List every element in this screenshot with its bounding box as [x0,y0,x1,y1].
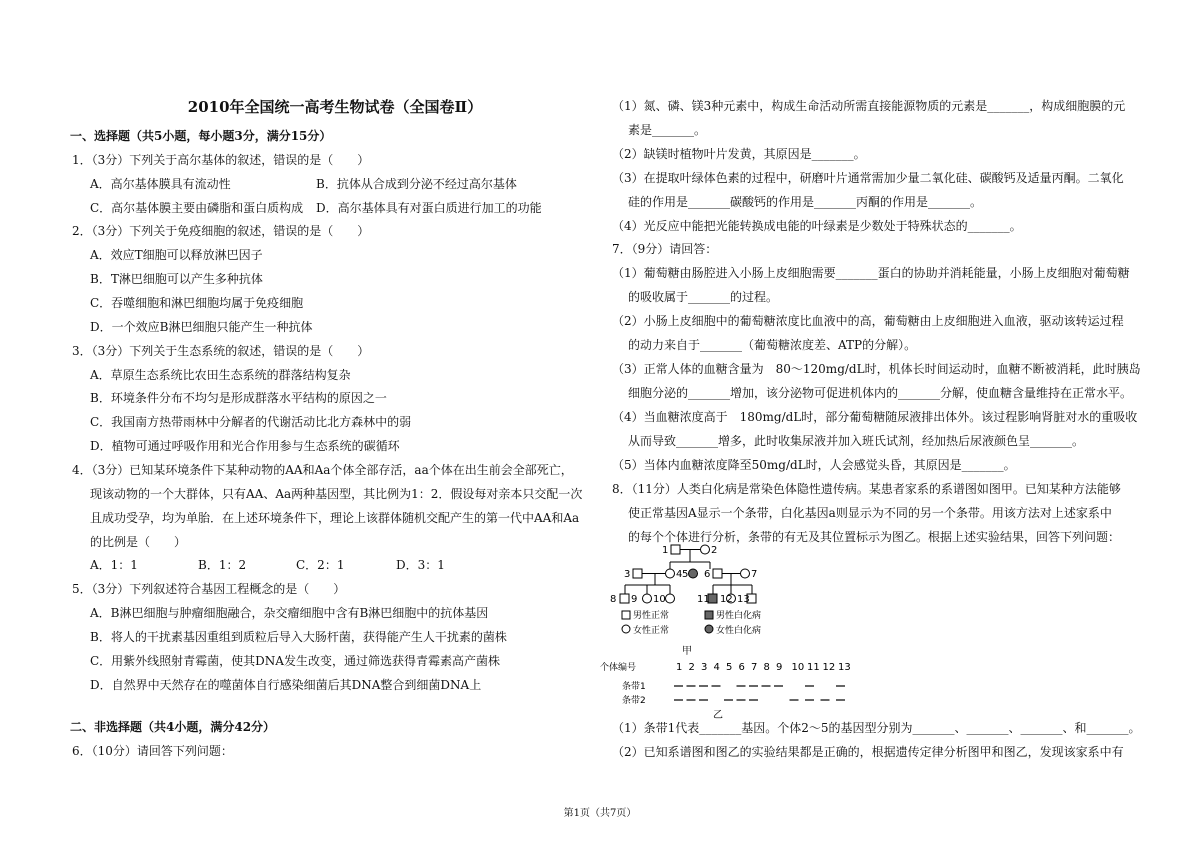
individual-6-male-normal [713,569,722,578]
text-line: C．用紫外线照射青霉菌，使其DNA发生改变，通过筛选获得青霉素高产菌株 [90,654,500,668]
page-title: 2010年全国统一高考生物试卷（全国卷Ⅱ） [187,98,483,116]
svg-text:5: 5 [682,569,689,580]
text-line: 的比例是（ ） [90,535,187,549]
text-line: D．植物可通过呼吸作用和光合作用参与生态系统的碳循环 [90,439,400,453]
individual-id-label: 11 [807,662,820,673]
text-line: 的吸收属于_______的过程。 [628,290,779,304]
text-line: （2）缺镁时植物叶片发黄，其原因是_______。 [612,147,866,161]
text-line: 4．（3分）已知某环境条件下某种动物的AA和Aa个体全部存活，aa个体在出生前会全部死亡， [72,463,573,477]
caption-jia: 甲 [682,646,692,657]
legend-male-normal: 男性正常 [633,611,670,621]
individual-id-label: 4 [713,662,720,673]
text-line: 的动力来自于_______（葡萄糖浓度差、ATP的分解）。 [628,338,917,352]
text-line: A．高尔基体膜具有流动性 [90,177,231,191]
svg-text:4: 4 [676,569,683,580]
text-line: （1）氮、磷、镁3种元素中，构成生命活动所需直接能源物质的元素是_______，构成细胞膜的元 [612,99,1126,113]
pedigree-svg [600,540,860,720]
individual-id-label: 8 [763,662,770,673]
text-line: （4）光反应中能把光能转换成电能的叶绿素是少数处于特殊状态的_______。 [612,219,1022,233]
individual-id-label: 6 [738,662,745,673]
individual-5-female-albino [689,569,698,578]
text-line: D．一个效应B淋巴细胞只能产生一种抗体 [90,320,313,334]
caption-yi: 乙 [713,710,723,720]
svg-text:11: 11 [697,594,710,605]
individual-id-label: 9 [776,662,783,673]
text-line: C．吞噬细胞和淋巴细胞均属于免疫细胞 [90,296,304,310]
band2-label: 条带2 [622,696,646,706]
text-line: A．B淋巴细胞与肿瘤细胞融合，杂交瘤细胞中含有B淋巴细胞中的抗体基因 [90,606,489,620]
svg-text:6: 6 [704,569,711,580]
text-line: 2．（3分）下列关于免疫细胞的叙述，错误的是（ ） [72,224,370,238]
pedigree-figure [600,540,860,720]
text-line: A．1：1 [90,558,138,572]
legend-male-albino: 男性白化病 [716,611,762,621]
text-line: （1）条带1代表_______基因。个体2～5的基因型分别为_______、_______、_______、和_______。 [612,721,1141,735]
text-line: D．自然界中天然存在的噬菌体自行感染细菌后其DNA整合到细菌DNA上 [90,678,482,692]
text-line: 现该动物的一个大群体，只有AA、Aa两种基因型，其比例为1：2．假设每对亲本只交配一次 [90,487,583,501]
text-line: （5）当体内血糖浓度降至50mg/dL时，人会感觉头昏，其原因是_______。 [612,458,1016,472]
text-line: 的每个个体进行分析，条带的有无及其位置标示为图乙。根据上述实验结果，回答下列问题： [628,530,1121,544]
text-line: A．效应T细胞可以释放淋巴因子 [90,248,263,262]
individual-id-label: 12 [822,662,836,673]
svg-text:13: 13 [737,594,750,605]
individual-id-label: 5 [726,662,733,673]
individual-7-female-normal [741,569,750,578]
text-line: B．抗体从合成到分泌不经过高尔基体 [316,177,517,191]
text-line: B．将人的干扰素基因重组到质粒后导入大肠杆菌，获得能产生人干扰素的菌株 [90,630,507,644]
text-line: C．高尔基体膜主要由磷脂和蛋白质构成 [90,201,304,215]
text-line: D．高尔基体具有对蛋白质进行加工的功能 [316,201,542,215]
text-line: A．草原生态系统比农田生态系统的群落结构复杂 [90,368,351,382]
individual-id-label: 1 [676,662,683,673]
legend-female-albino: 女性白化病 [716,626,762,636]
individual-id-label: 13 [838,662,851,673]
text-line: 且成功受孕，均为单胎．在上述环境条件下，理论上该群体随机交配产生的第一代中AA和Aa [90,511,580,525]
text-line: 6．（10分）请回答下列问题： [72,744,233,758]
legend-female-normal: 女性正常 [633,626,670,636]
svg-text:10: 10 [653,594,666,605]
svg-text:9: 9 [631,594,638,605]
band1-label: 条带1 [622,682,646,692]
individual-id-label: 10 [791,662,805,673]
individual-10-female-normal [666,594,675,603]
text-line: 使正常基因A显示一个条带，白化基因a则显示为不同的另一个条带。用该方法对上述家系中 [628,506,1112,520]
svg-text:2: 2 [711,545,718,556]
text-line: 硅的作用是_______碳酸钙的作用是_______丙酮的作用是_______。 [628,195,983,209]
individual-4-female-normal [666,569,675,578]
individual-id-label: 3 [701,662,708,673]
individual-2-female-normal [701,545,710,554]
section-heading: 一、选择题（共5小题，每小题3分，满分15分） [70,129,332,143]
individual-1-male-normal [671,545,680,554]
text-line: 5．（3分）下列叙述符合基因工程概念的是（ ） [72,582,346,596]
row-label: 个体编号 [600,663,637,673]
svg-text:8: 8 [610,594,617,605]
individual-id-label: 2 [688,662,695,673]
text-line: 素是_______。 [628,123,707,137]
text-line: 从而导致_______增多，此时收集尿液并加入班氏试剂，经加热后尿液颜色呈_______。 [628,434,1085,448]
text-line: （3）正常人体的血糖含量为 80～120mg/dL时，机体长时间运动时，血糖不断被消耗，此时胰岛 [612,362,1141,376]
text-line: 细胞分泌的_______增加，该分泌物可促进机体内的_______分解，使血糖含量维持在正常水平。 [628,386,1133,400]
text-line: （2）小肠上皮细胞中的葡萄糖浓度比血液中的高，葡萄糖由上皮细胞进入血液，驱动该转运过程 [612,314,1124,328]
individual-9-female-normal [643,594,652,603]
text-line: 1．（3分）下列关于高尔基体的叙述，错误的是（ ） [72,153,370,167]
text-line: C．2：1 [296,558,345,572]
individual-8-male-normal [620,594,629,603]
svg-text:1: 1 [662,545,669,556]
text-line: （2）已知系谱图和图乙的实验结果都是正确的，根据遗传定律分析图甲和图乙，发现该家系中有 [612,745,1124,759]
text-line: B．环境条件分布不均匀是形成群落水平结构的原因之一 [90,391,387,405]
individual-3-male-normal [633,569,642,578]
svg-text:7: 7 [751,569,758,580]
individual-id-label: 7 [751,662,758,673]
text-line: 8．（11分）人类白化病是常染色体隐性遗传病。某患者家系的系谱图如图甲。已知某种方法能够 [612,482,1121,496]
text-line: 3．（3分）下列关于生态系统的叙述，错误的是（ ） [72,344,370,358]
text-line: 7．（9分）请回答： [612,242,718,256]
svg-text:12: 12 [720,594,733,605]
text-line: （3）在提取叶绿体色素的过程中，研磨叶片通常需加少量二氧化硅、碳酸钙及适量丙酮。二氧化 [612,171,1124,185]
section-heading: 二、非选择题（共4小题，满分42分） [70,720,276,734]
text-line: C．我国南方热带雨林中分解者的代谢活动比北方森林中的弱 [90,415,412,429]
text-line: B．1：2 [198,558,247,572]
text-line: （1）葡萄糖由肠腔进入小肠上皮细胞需要_______蛋白的协助并消耗能量，小肠上皮细胞对葡萄糖 [612,266,1130,280]
svg-text:3: 3 [624,569,631,580]
text-line: （4）当血糖浓度高于 180mg/dL时，部分葡萄糖随尿液排出体外。该过程影响肾脏对水的重吸收 [612,410,1138,424]
page-footer: 第1页（共7页） [563,808,637,819]
text-line: D．3：1 [396,558,445,572]
text-line: B．T淋巴细胞可以产生多种抗体 [90,272,263,286]
